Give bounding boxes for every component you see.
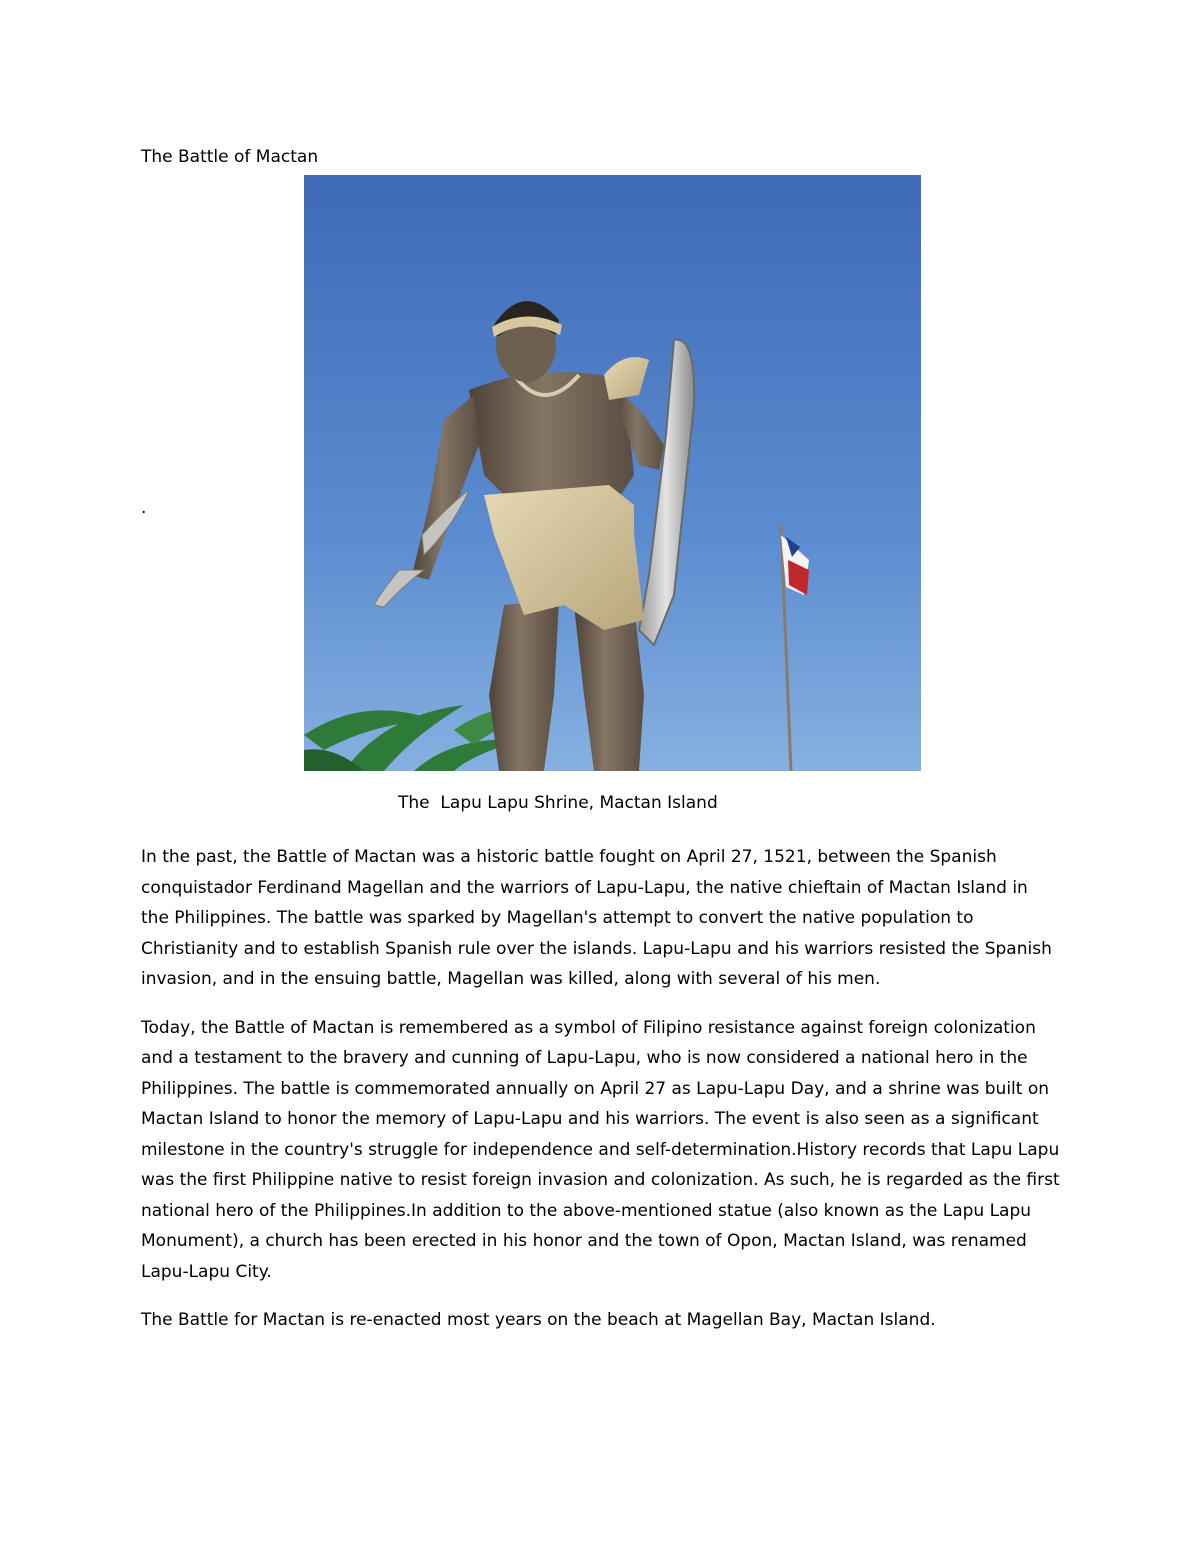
paragraph: The Battle for Mactan is re-enacted most years on the beach at Magellan Bay, Mactan Island. xyxy=(141,1310,936,1330)
page-title: The Battle of Mactan xyxy=(141,147,319,167)
image-caption: The Lapu Lapu Shrine, Mactan Island xyxy=(398,793,718,813)
bullet-dot: . xyxy=(141,498,147,518)
paragraph: In the past, the Battle of Mactan was a historic battle fought on April 27, 1521, between the Spanish conquistador Ferdinand Magellan and the warriors of Lapu-Lapu, the native chieftain of Mactan Island in the Philippines. The battle was sparked by Magellan's attempt to convert the native population to Christianity and to establish Spanish rule over the islands. Lapu-Lapu and his warriors resisted the Spanish invasion, and in the ensuing battle, Magellan was killed, along with several of his men. xyxy=(141,847,1052,989)
paragraph: Today, the Battle of Mactan is remembered as a symbol of Filipino resistance against foreign colonization and a testament to the bravery and cunning of Lapu-Lapu, who is now considered a national hero in the Philippines. The battle is commemorated annually on April 27 as Lapu-Lapu Day, and a shrine was built on Mactan Island to honor the memory of Lapu-Lapu and his warriors. The event is also seen as a significant milestone in the country's struggle for independence and self-determination.History records that Lapu Lapu was the first Philippine native to resist foreign invasion and colonization. As such, he is regarded as the first national hero of the Philippines.In addition to the above-mentioned statue (also known as the Lapu Lapu Monument), a church has been erected in his honor and the town of Opon, Mactan Island, was renamed Lapu-Lapu City. xyxy=(141,1017,1060,1282)
statue-photo xyxy=(304,175,921,771)
body-text xyxy=(141,842,1061,1354)
